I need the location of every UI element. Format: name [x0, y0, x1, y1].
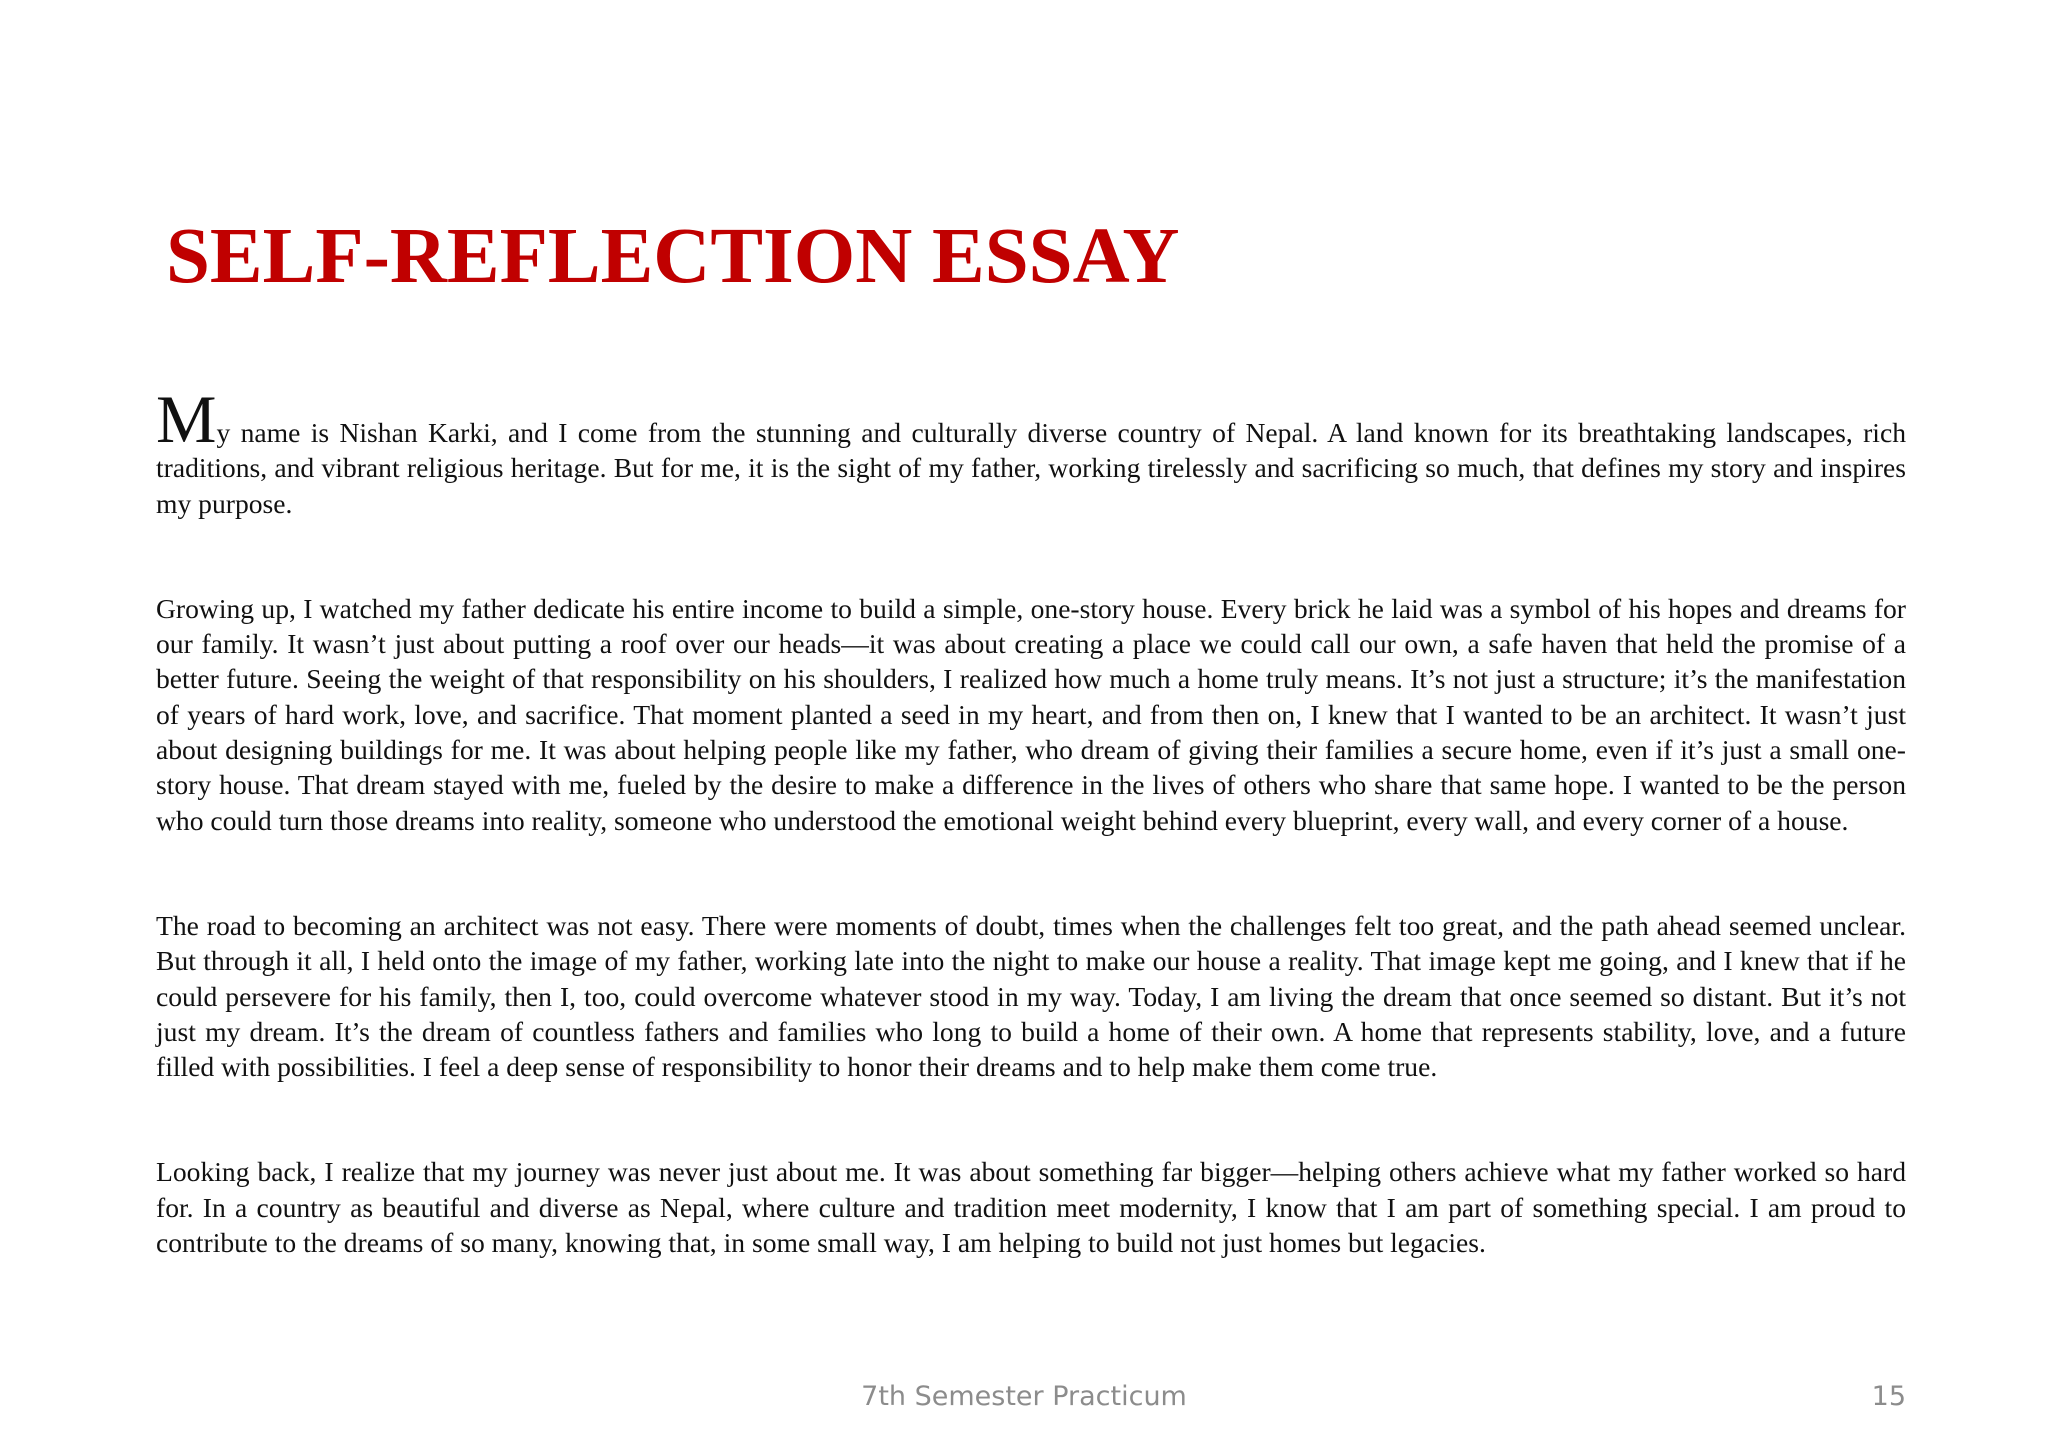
essay-paragraph-4: Looking back, I realize that my journey was never just about me. It was about something far bigger—helping others achieve what my father worked so hard for. In a country as beautiful and diverse as Nepal, where culture and tradition meet modernity, I know that I am part of something special. I am proud to contribute to the dreams of so many, knowing that, in some small way, I am helping to build not just homes but legacies. — [156, 1156, 1906, 1259]
essay-paragraph-3: The road to becoming an architect was not easy. There were moments of doubt, times when the challenges felt too great, and the path ahead seemed unclear. But through it all, I held onto the image of my father, working late into the night to make our house a reality. That image kept me going, and I knew that if he could persevere for his family, then I, too, could overcome whatever stood in my way. Today, I am living the dream that once seemed so distant. But it’s not just my dream. It’s the dream of countless fathers and families who long to build a home of their own. A home that represents stability, love, and a future filled with possibilities. I feel a deep sense of responsibility to honor their dreams and to help make them come true. — [156, 909, 1906, 1083]
intro-text: y name is Nishan Karki, and I come from the stunning and culturally diverse country of Nepal. A land known for its breathtaking landscapes, rich traditions, and vibrant religious heritage. But for me, it is the sight of my father, working tirelessly and sacrificing so much, that defines my story and inspires my purpose. — [156, 417, 1906, 519]
essay-body — [156, 381, 1906, 1260]
essay-paragraph-intro — [156, 381, 1906, 521]
essay-paragraph-2: Growing up, I watched my father dedicate his entire income to build a simple, one-story house. Every brick he laid was a symbol of his hopes and dreams for our family. It wasn’t just about putting a roof over our heads—it was about creating a place we could call our own, a safe haven that held the promise of a better future. Seeing the weight of that responsibility on his shoulders, I realized how much a home truly means. It’s not just a structure; it’s the manifestation of years of hard work, love, and sacrifice. That moment planted a seed in my heart, and from then on, I knew that I wanted to be an architect. It wasn’t just about designing buildings for me. It was about helping people like my father, who dream of giving their families a secure home, even if it’s just a small one-story house. That dream stayed with me, fueled by the desire to make a difference in the lives of others who share that same hope. I wanted to be the person who could turn those dreams into reality, someone who understood the emotional weight behind every blueprint, every wall, and every corner of a house. — [156, 592, 1906, 836]
page-number: 15 — [1871, 1381, 1906, 1412]
essay-title: SELF-REFLECTION ESSAY — [166, 213, 1180, 300]
drop-initial: M — [156, 381, 217, 457]
footer-label: 7th Semester Practicum — [861, 1381, 1187, 1412]
